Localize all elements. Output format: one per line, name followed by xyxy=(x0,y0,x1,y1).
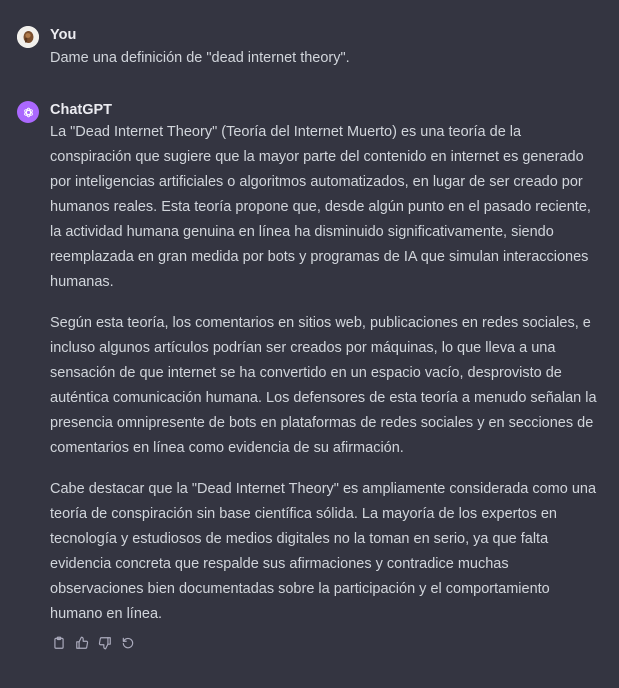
copy-icon xyxy=(52,636,66,650)
user-message-text: Dame una definición de "dead internet theory". xyxy=(50,50,350,66)
assistant-message xyxy=(0,71,619,650)
thumbs-down-button[interactable] xyxy=(98,636,112,650)
copy-button[interactable] xyxy=(52,636,66,650)
thumbs-up-button[interactable] xyxy=(75,636,89,650)
assistant-author-name: ChatGPT xyxy=(50,102,113,118)
regenerate-icon xyxy=(121,636,135,650)
user-author-name: You xyxy=(50,27,77,43)
user-message xyxy=(0,0,619,71)
thumbs-up-icon xyxy=(75,636,89,650)
assistant-paragraph: La "Dead Internet Theory" (Teoría del Internet Muerto) es una teoría de la conspiración que sugiere que la mayor parte del contenido en internet es generado por inteligencias artificiales o algoritmos automatizados, en lugar de ser creado por humanos reales. Esta teoría propone que, desde algún punto en el pasado reciente, la actividad humana genuina en línea ha disminuido significativamente, siendo reemplazada en gran medida por bots y programas de IA que simulan interacciones humanas. xyxy=(50,124,591,290)
openai-logo-icon xyxy=(17,101,39,123)
user-avatar-icon xyxy=(17,26,39,48)
regenerate-button[interactable] xyxy=(121,636,135,650)
thumbs-down-icon xyxy=(98,636,112,650)
assistant-paragraph: Según esta teoría, los comentarios en sitios web, publicaciones en redes sociales, e incluso algunos artículos podrían ser creados por máquinas, lo que lleva a una sensación de que internet se ha convertido en un espacio vacío, desprovisto de auténtica comunicación humana. Los defensores de esta teoría a menudo señalan la presencia omnipresente de bots en plataformas de redes sociales y en secciones de comentarios en línea como evidencia de su afirmación. xyxy=(50,315,597,456)
assistant-paragraph: Cabe destacar que la "Dead Internet Theory" es ampliamente considerada como una teoría de conspiración sin base científica sólida. La mayoría de los expertos en tecnología y estudiosos de medios digitales no la toman en serio, ya que falta evidencia concreta que respalde sus afirmaciones y contradice muchas observaciones bien documentadas sobre la participación y el comportamiento humano en línea. xyxy=(50,481,597,622)
message-actions xyxy=(50,636,603,650)
